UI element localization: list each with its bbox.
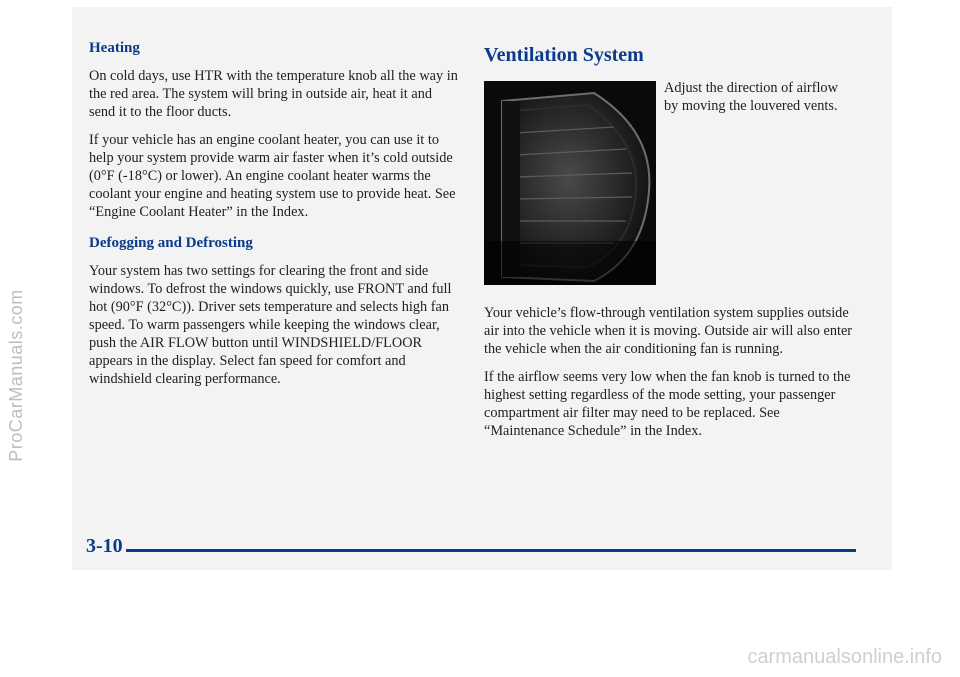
coolant-heater-paragraph: If your vehicle has an engine coolant heater, you can use it to help your system provide warm air faster when it’s cold outside (0°F (-18°C) or lower). An engine coolant heater warms the coolant your engine and heating system use to provide heat. See “Engine Coolant Heater” in the Index. [89, 132, 456, 220]
vertical-watermark-text: ProCarManuals.com [5, 289, 26, 462]
heating-heading: Heating [89, 40, 140, 56]
ventilation-heading: Ventilation System [484, 44, 644, 66]
air-filter-paragraph: If the airflow seems very low when the fan knob is turned to the highest setting regardless of the mode setting, your passenger compartment air filter may need to be replaced. See “Maintenance Schedule” in the Index. [484, 369, 851, 439]
defogging-heading: Defogging and Defrosting [89, 235, 253, 251]
right-column [484, 44, 859, 67]
footer-watermark: carmanualsonline.info [747, 646, 942, 668]
left-column [89, 40, 459, 398]
page-number: 3-10 [86, 535, 123, 557]
vent-caption: Adjust the direction of airflow by moving the louvered vents. [664, 80, 838, 114]
louvered-vent-icon [484, 81, 656, 285]
vent-photo [484, 81, 656, 285]
ventilation-paragraph: Your vehicle’s flow-through ventilation system supplies outside air into the vehicle when it is moving. Outside air will also enter the vehicle when the air conditioning fan is running. [484, 305, 853, 357]
heating-paragraph: On cold days, use HTR with the temperature knob all the way in the red area. The system will bring in outside air, heat it and send it to the floor ducts. [89, 68, 458, 120]
footer-rule [126, 549, 856, 552]
right-body [484, 304, 854, 450]
defogging-paragraph: Your system has two settings for clearing the front and side windows. To defrost the windows quickly, use FRONT and full hot (90°F (32°C)). Driver sets temperature and selects high fan speed. To warm passengers while keeping the windows clear, push the AIR FLOW button until WINDSHIELD/FLOOR appears in the display. Select fan speed for comfort and windshield clearing performance. [89, 263, 452, 387]
vertical-watermark [5, 220, 95, 520]
